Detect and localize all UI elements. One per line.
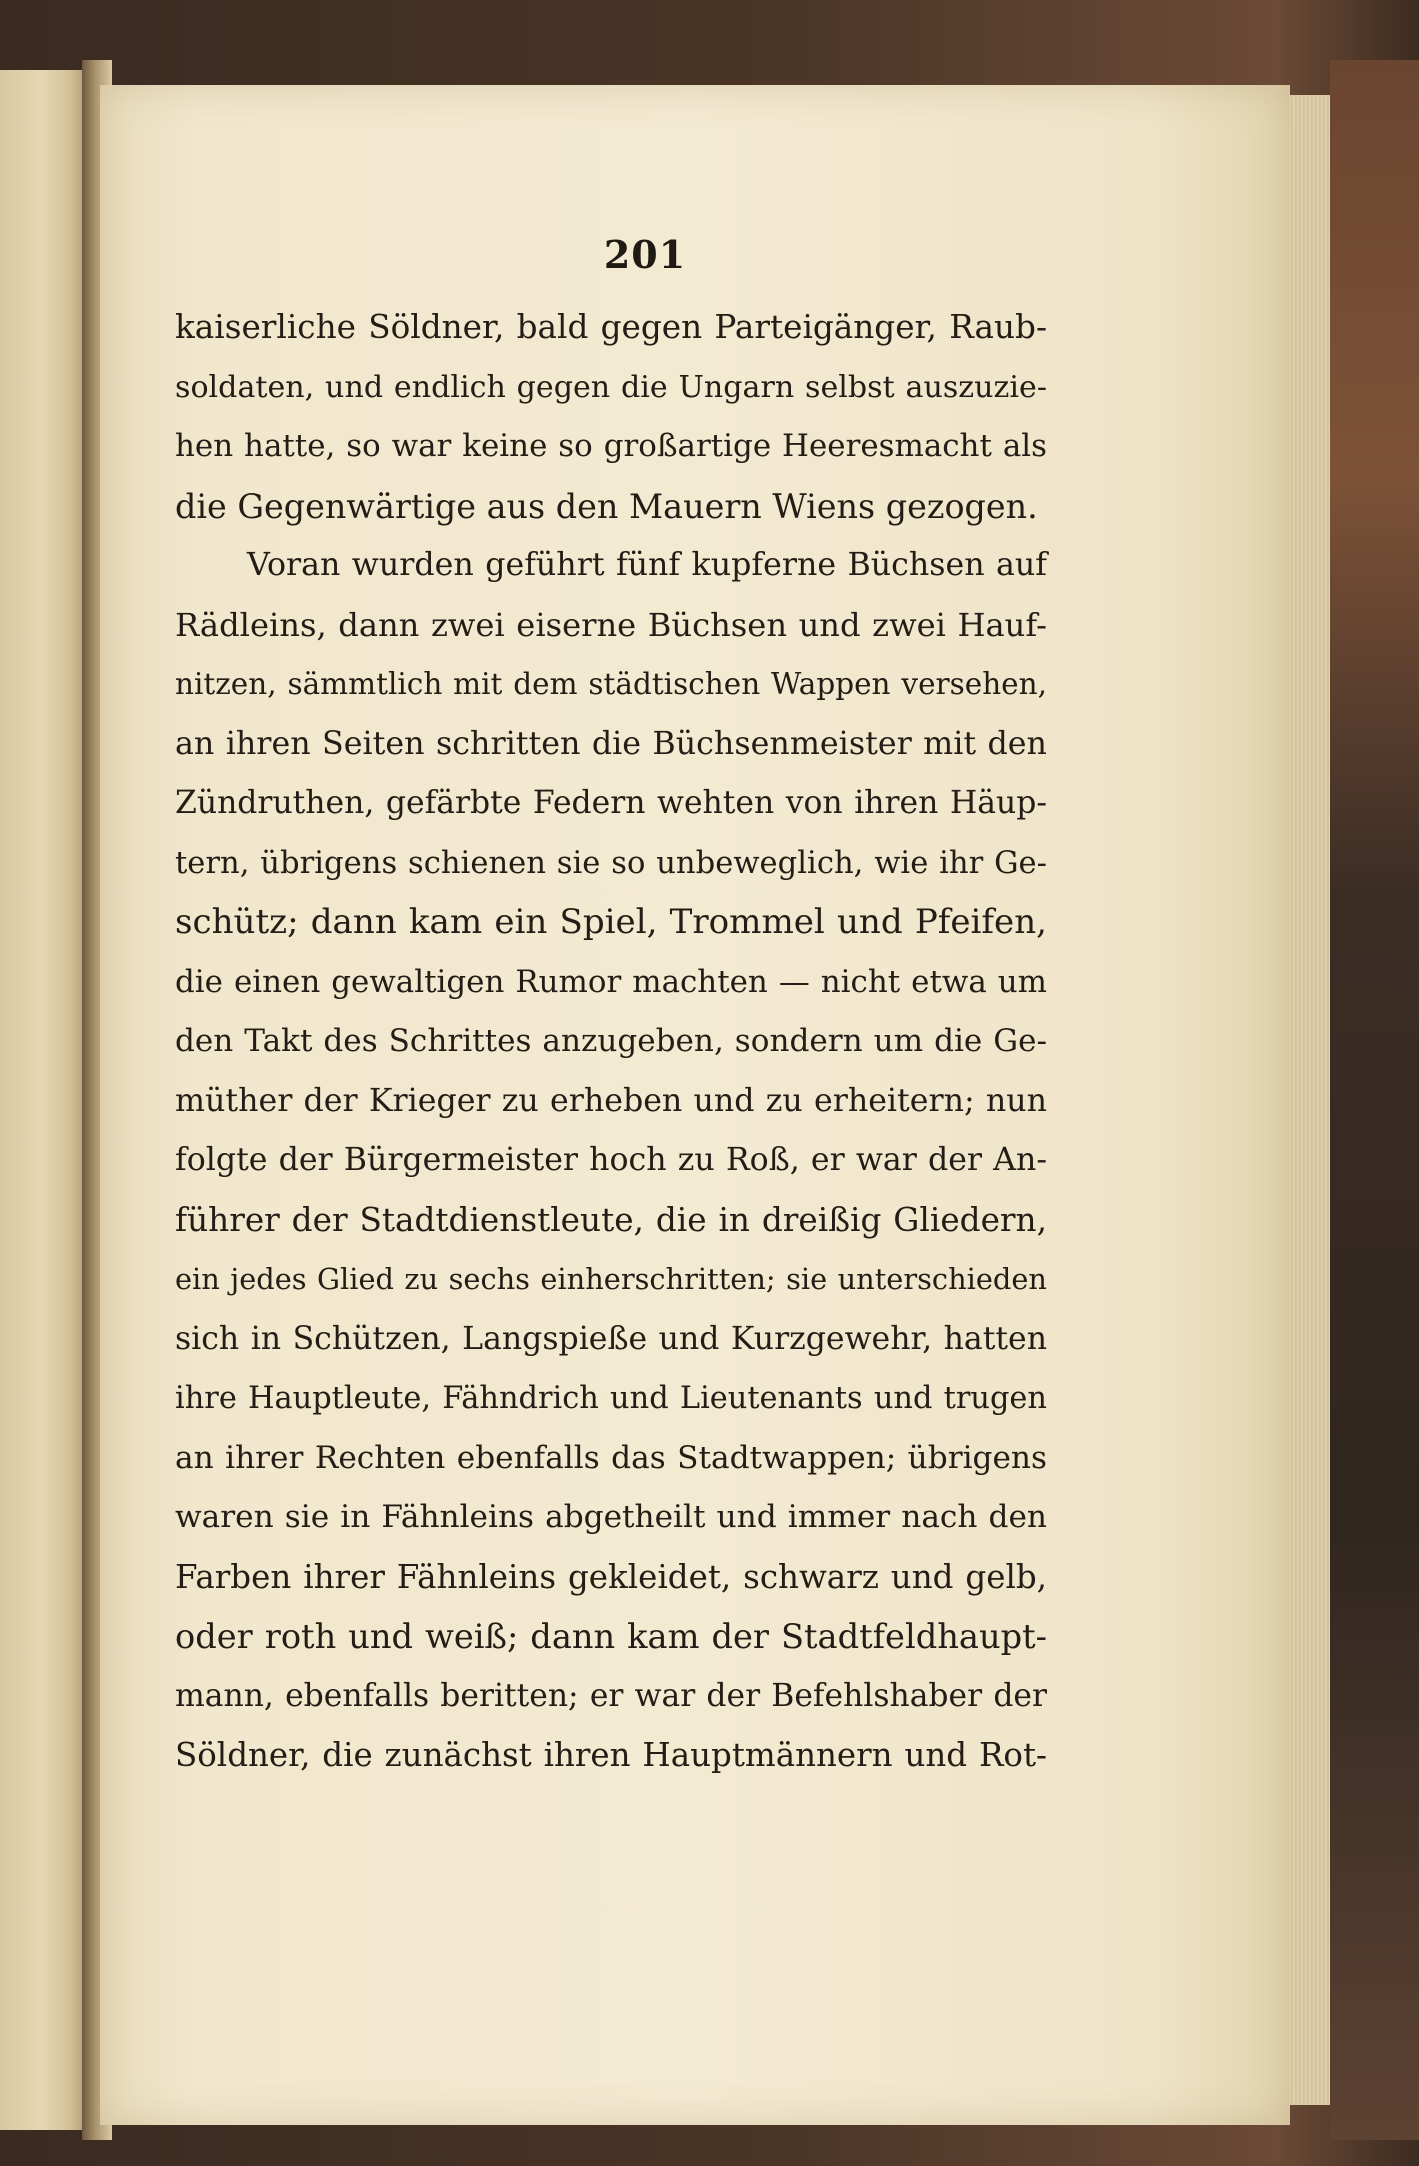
text-line: kaiserliche Söldner, bald gegen Parteigänger, Raub-	[175, 308, 1047, 346]
page-number: 201	[603, 232, 687, 277]
text-line: Voran wurden geführt fünf kupferne Büchsen auf	[247, 547, 1047, 583]
text-line: den Takt des Schrittes anzugeben, sondern um die Ge-	[175, 1023, 1047, 1059]
text-line: waren sie in Fähnleins abgetheilt und immer nach den	[175, 1499, 1047, 1535]
text-line: tern, übrigens schienen sie so unbeweglich, wie ihr Ge-	[175, 845, 1047, 881]
text-line: Rädleins, dann zwei eiserne Büchsen und zwei Hauf-	[175, 605, 1047, 644]
text-line: Zündruthen, gefärbte Federn wehten von ihren Häup-	[175, 785, 1047, 821]
text-line: ein jedes Glied zu sechs einherschritten; sie unterschieden	[175, 1262, 1047, 1296]
page-edges	[1290, 95, 1332, 2105]
text-line: müther der Krieger zu erheben und zu erheitern; nun	[175, 1082, 1047, 1119]
text-line: folgte der Bürgermeister hoch zu Roß, er war der An-	[175, 1142, 1047, 1178]
text-line: mann, ebenfalls beritten; er war der Befehlshaber der	[175, 1677, 1047, 1714]
text-line: führer der Stadtdienstleute, die in dreißig Gliedern,	[175, 1200, 1047, 1239]
text-line: hen hatte, so war keine so großartige Heeresmacht als	[175, 428, 1047, 464]
text-line: die Gegenwärtige aus den Mauern Wiens gezogen.	[175, 486, 1038, 526]
text-line: oder roth und weiß; dann kam der Stadtfeldhaupt-	[175, 1617, 1047, 1656]
text-line: ihre Hauptleute, Fähndrich und Lieutenants und trugen	[175, 1381, 1047, 1416]
text-line: soldaten, und endlich gegen die Ungarn selbst auszuzie-	[175, 369, 1047, 405]
text-line: an ihrer Rechten ebenfalls das Stadtwappen; übrigens	[175, 1439, 1047, 1476]
text-line: die einen gewaltigen Rumor machten — nicht etwa um	[175, 963, 1047, 1000]
text-line: an ihren Seiten schritten die Büchsenmeister mit den	[175, 725, 1047, 762]
text-line: Farben ihrer Fähnleins gekleidet, schwarz und gelb,	[175, 1557, 1047, 1596]
text-line: schütz; dann kam ein Spiel, Trommel und Pfeifen,	[175, 902, 1047, 942]
leather-binding	[1330, 60, 1419, 2140]
body-text	[175, 298, 1047, 1786]
left-page-edge	[0, 70, 84, 2130]
text-line: sich in Schützen, Langspieße und Kurzgewehr, hatten	[175, 1320, 1047, 1357]
text-line: Söldner, die zunächst ihren Hauptmännern und Rot-	[175, 1736, 1047, 1774]
text-line: nitzen, sämmtlich mit dem städtischen Wappen versehen,	[175, 667, 1047, 701]
